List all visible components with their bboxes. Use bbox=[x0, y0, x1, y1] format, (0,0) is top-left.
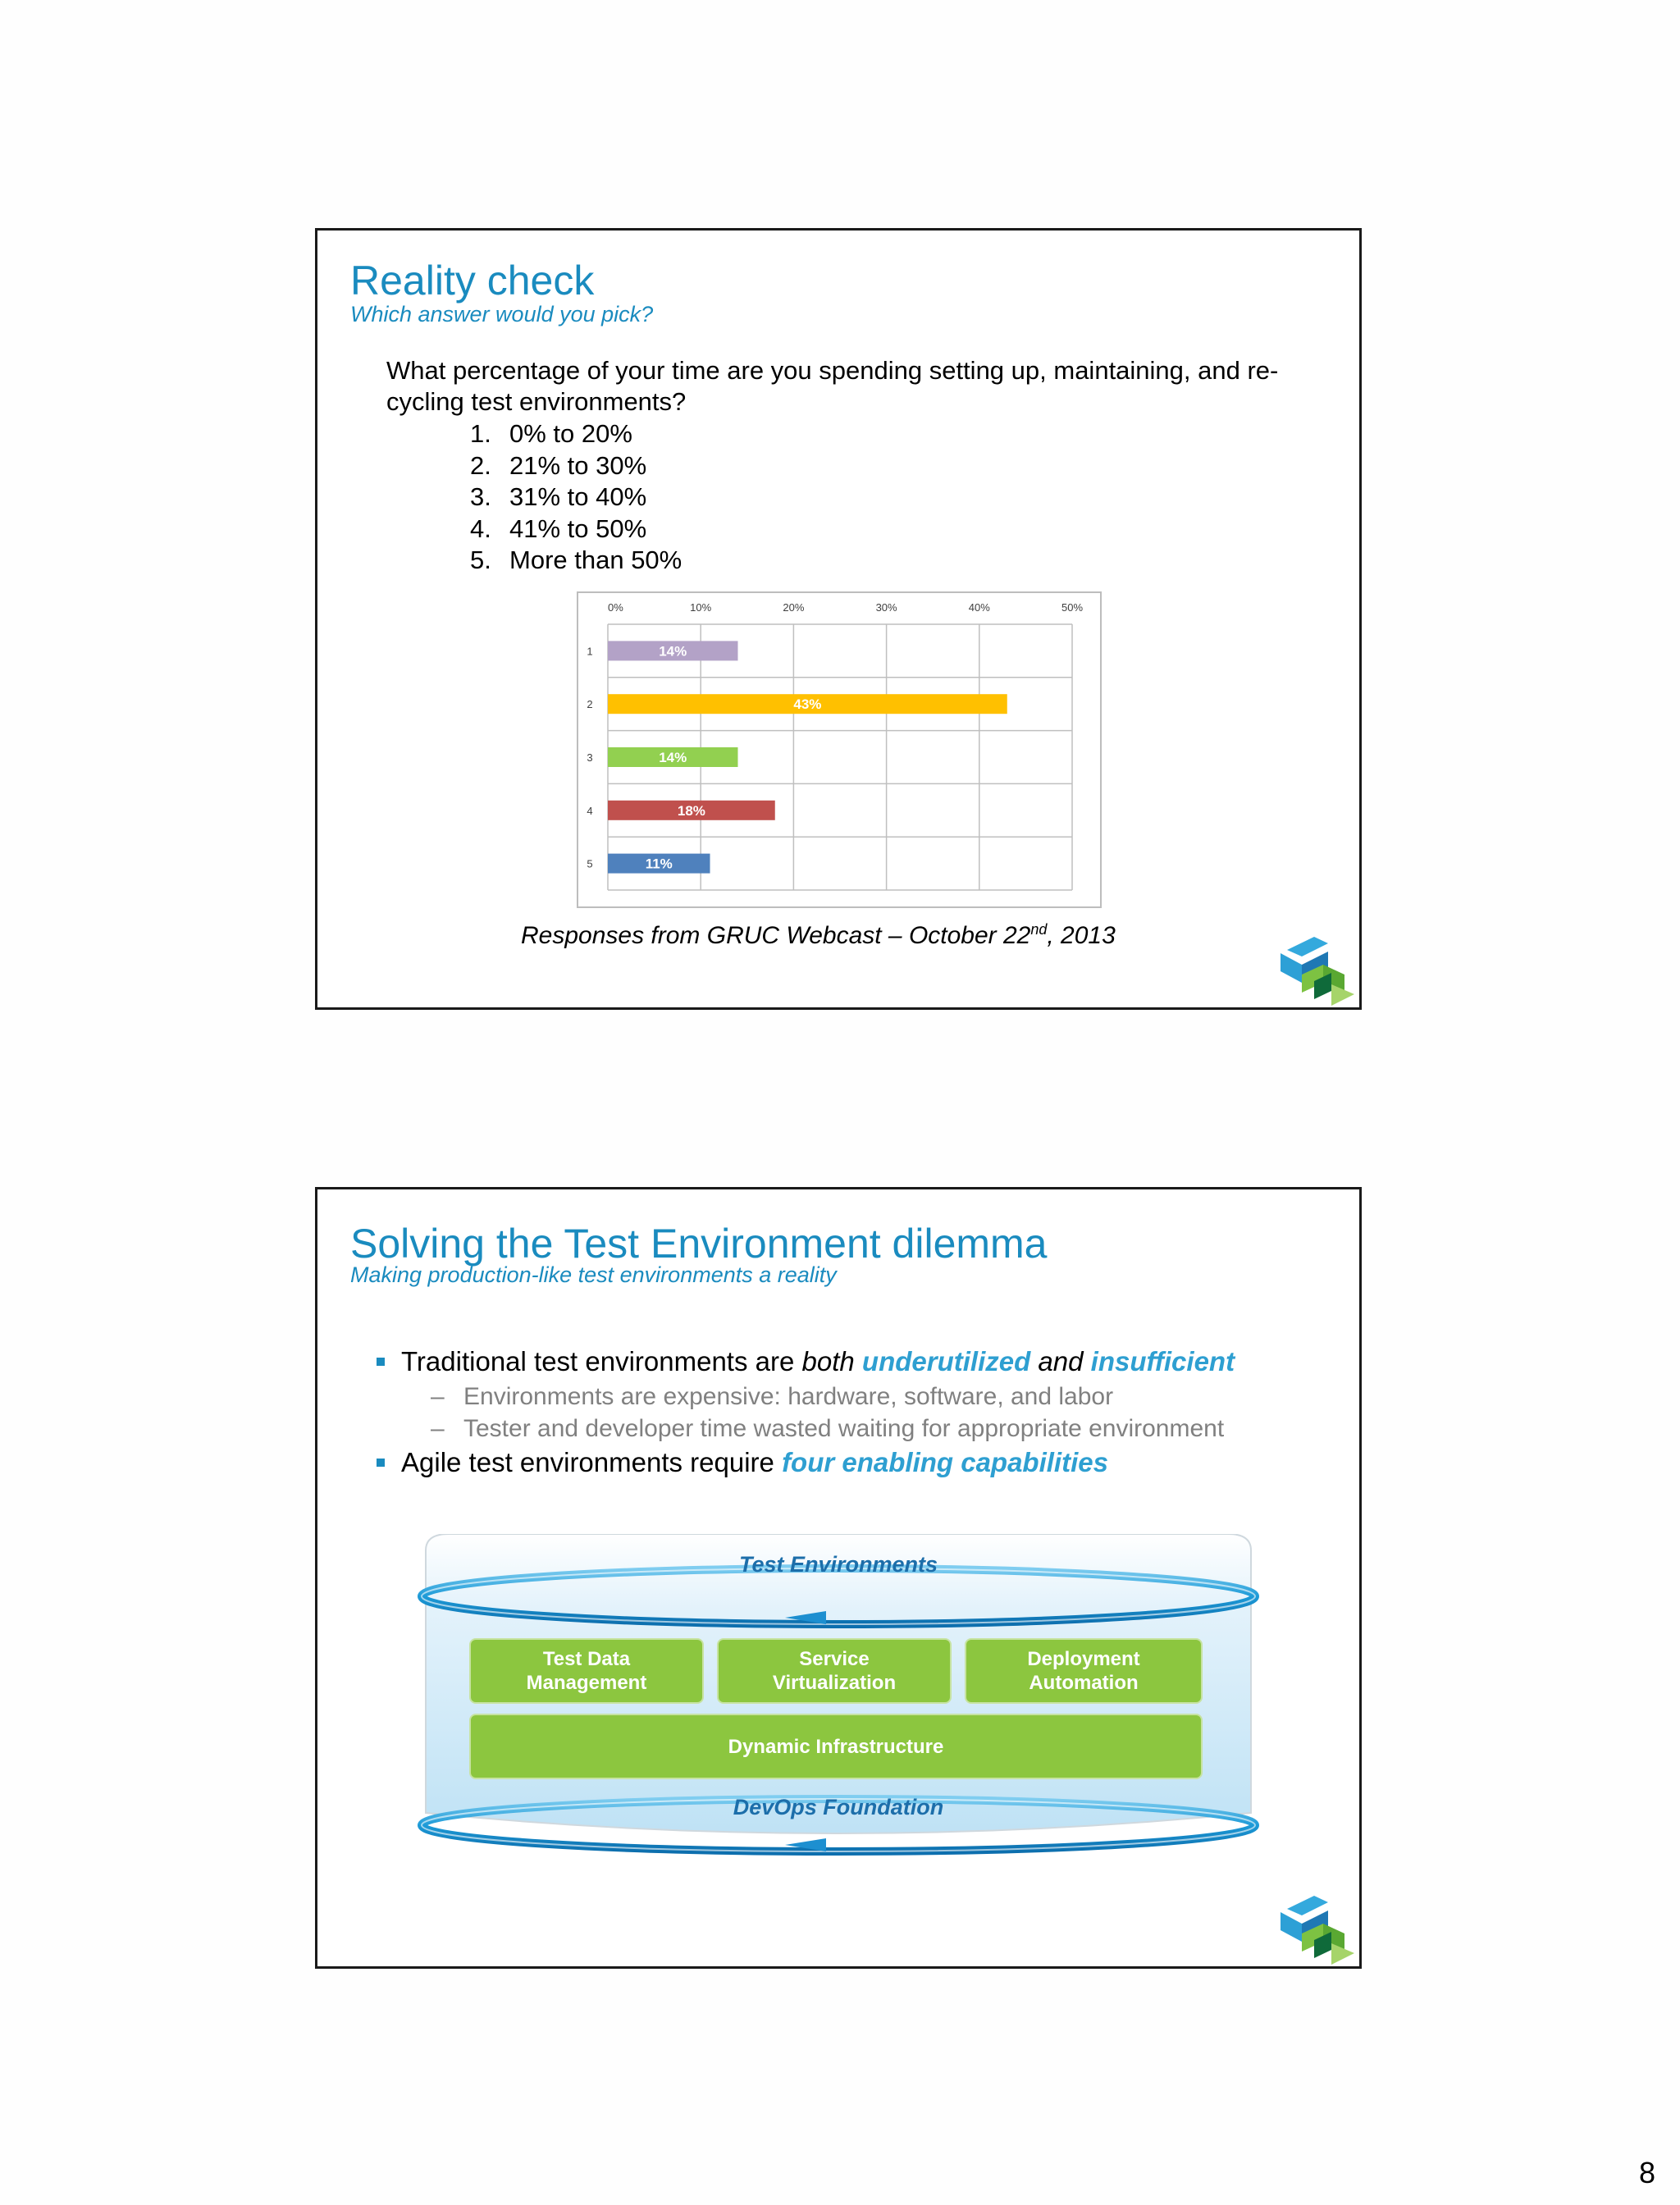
box-label-line: Management bbox=[526, 1672, 647, 1694]
answer-options bbox=[470, 418, 682, 577]
bullet-highlight: four enabling capabilities bbox=[782, 1447, 1108, 1477]
x-tick-label: 30% bbox=[875, 601, 897, 614]
option-number: 2. bbox=[470, 450, 491, 480]
service-virtualization-box bbox=[717, 1638, 952, 1704]
slide-reality-check bbox=[315, 228, 1362, 1010]
sub-bullet-wasted-time bbox=[431, 1415, 1224, 1443]
bar-data-label: 18% bbox=[677, 802, 705, 819]
option-text: 41% to 50% bbox=[509, 514, 647, 543]
bar-chart-svg bbox=[578, 593, 1100, 906]
chart-caption bbox=[521, 921, 1116, 950]
x-tick-label: 0% bbox=[608, 601, 623, 614]
slide-test-environment-dilemma bbox=[315, 1187, 1362, 1969]
option-number: 4. bbox=[470, 514, 491, 543]
option-number: 1. bbox=[470, 419, 491, 448]
box-label-line: Automation bbox=[1029, 1672, 1139, 1694]
y-category-label: 2 bbox=[587, 698, 593, 711]
answer-option bbox=[470, 418, 682, 450]
test-environments-label: Test Environments bbox=[738, 1552, 938, 1577]
y-category-label: 1 bbox=[587, 645, 593, 658]
y-category-label: 5 bbox=[587, 857, 593, 870]
bar-data-label: 43% bbox=[793, 696, 822, 713]
x-tick-label: 40% bbox=[968, 601, 990, 614]
test-data-management-box bbox=[469, 1638, 704, 1704]
slide-title: Reality check bbox=[350, 258, 595, 304]
slide-subtitle: Making production-like test environments a reality bbox=[350, 1262, 837, 1287]
sub-bullet-text: Tester and developer time wasted waiting for appropriate environment bbox=[463, 1415, 1225, 1442]
y-category-label: 4 bbox=[587, 804, 593, 817]
bar-data-label: 14% bbox=[659, 643, 687, 660]
bullet-highlight: insufficient bbox=[1090, 1346, 1235, 1376]
bullet-highlight: underutilized bbox=[861, 1346, 1031, 1376]
caption-year: , 2013 bbox=[1047, 922, 1116, 949]
bullet-agile bbox=[377, 1447, 1108, 1478]
sub-bullet-expensive bbox=[431, 1383, 1113, 1411]
x-tick-label: 50% bbox=[1061, 601, 1084, 614]
bar-data-label: 11% bbox=[645, 856, 673, 872]
dash-marker: – bbox=[431, 1415, 445, 1442]
answer-option bbox=[470, 514, 682, 546]
x-tick-label: 20% bbox=[783, 601, 805, 614]
caption-superscript: nd bbox=[1030, 921, 1048, 938]
option-text: 21% to 30% bbox=[509, 450, 647, 480]
option-number: 5. bbox=[470, 546, 491, 574]
answer-option bbox=[470, 450, 682, 482]
bar-data-label: 14% bbox=[659, 750, 687, 765]
poll-results-chart bbox=[577, 591, 1102, 908]
question-text: What percentage of your time are you spending setting up, maintaining, and re-cycling test environments? bbox=[386, 356, 1279, 416]
option-number: 3. bbox=[470, 482, 491, 511]
option-text: 31% to 40% bbox=[509, 482, 647, 511]
answer-option bbox=[470, 545, 682, 577]
box-label-line: Deployment bbox=[1027, 1648, 1140, 1670]
devops-cylinder-diagram bbox=[416, 1534, 1261, 1858]
sub-bullet-text: Environments are expensive: hardware, software, and labor bbox=[463, 1383, 1114, 1410]
box-label-line: Service bbox=[799, 1648, 870, 1670]
answer-option bbox=[470, 482, 682, 514]
box-label-line: Virtualization bbox=[772, 1672, 897, 1694]
slide-title: Solving the Test Environment dilemma bbox=[350, 1221, 1048, 1267]
x-tick-label: 10% bbox=[690, 601, 712, 614]
box-label-line: Dynamic Infrastructure bbox=[728, 1735, 944, 1758]
bullet-marker-icon bbox=[377, 1459, 385, 1467]
slide-subtitle: Which answer would you pick? bbox=[350, 302, 654, 326]
y-category-label: 3 bbox=[587, 751, 593, 764]
option-text: 0% to 20% bbox=[509, 419, 632, 448]
company-logo-icon bbox=[1269, 925, 1359, 1007]
bullet-text: Agile test environments require bbox=[401, 1447, 783, 1477]
box-label-line: Test Data bbox=[542, 1648, 631, 1670]
dynamic-infrastructure-box bbox=[469, 1714, 1203, 1779]
deployment-automation-box bbox=[965, 1638, 1203, 1704]
bullet-marker-icon bbox=[377, 1358, 385, 1366]
devops-foundation-label: DevOps Foundation bbox=[733, 1795, 944, 1819]
page-number: 8 bbox=[1638, 2156, 1655, 2189]
bullet-traditional bbox=[377, 1346, 1235, 1377]
dash-marker: – bbox=[431, 1383, 445, 1410]
option-text: More than 50% bbox=[509, 546, 682, 574]
bullet-emphasis: both bbox=[801, 1346, 862, 1376]
caption-text: Responses from GRUC Webcast – October 22 bbox=[521, 922, 1031, 949]
company-logo-icon bbox=[1269, 1884, 1359, 1966]
bullet-text: Traditional test environments are bbox=[401, 1346, 802, 1376]
bullet-emphasis: and bbox=[1030, 1346, 1091, 1376]
